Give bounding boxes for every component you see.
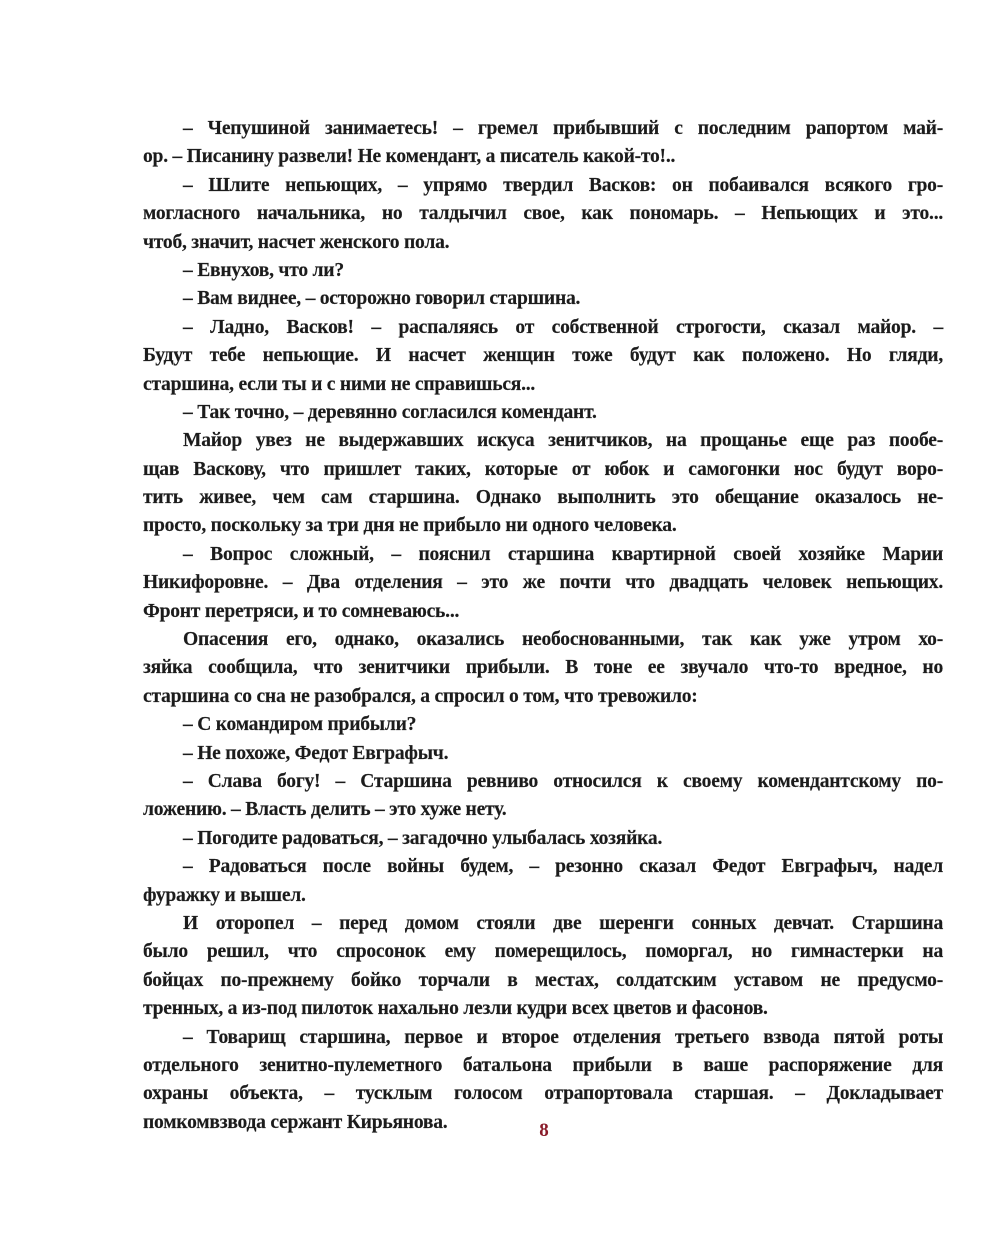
paragraph-first-line: – Так точно, – деревянно согласился комендант. — [183, 401, 597, 423]
text-line: бойцах по-прежнему бойко торчали в местах, солдатским уставом не предусмо- — [143, 969, 943, 991]
text-line: тренных, а из-под пилоток нахально лезли кудри всех цветов и фасонов. — [143, 998, 768, 1020]
text-line: тить живее, чем сам старшина. Однако выполнить это обещание оказалось не- — [143, 487, 943, 509]
paragraph-first-line: – С командиром прибыли? — [183, 714, 417, 736]
text-line: было решил, что спросонок ему померещилось, поморгал, но гимнастерки на — [143, 941, 943, 963]
text-line: помкомвзвода сержант Кирьянова. — [143, 1111, 448, 1133]
paragraph-first-line: Майор увез не выдержавших искуса зенитчиков, на прощанье еще раз пообе- — [183, 430, 943, 452]
text-line: старшина, если ты и с ними не справишься... — [143, 373, 536, 395]
text-line: ложению. – Власть делить – это хуже нету. — [143, 799, 507, 821]
text-line: Никифоровне. – Два отделения – это же почти что двадцать человек непьющих. — [143, 572, 943, 594]
paragraph-first-line: – Шлите непьющих, – упрямо твердил Васков: он побаивался всякого гро- — [183, 174, 943, 196]
text-line: ор. – Писанину развели! Не комендант, а писатель какой-то!.. — [143, 146, 676, 168]
text-line: зяйка сообщила, что зенитчики прибыли. В тоне ее звучало что-то вредное, но — [143, 657, 943, 679]
paragraph-first-line: – Чепушиной занимаетесь! – гремел прибывший с последним рапортом май- — [183, 118, 943, 139]
paragraph-first-line: – Не похоже, Федот Евграфыч. — [183, 742, 449, 764]
text-line: Фронт перетряси, и то сомневаюсь... — [143, 600, 460, 622]
text-line: охраны объекта, – тусклым голосом отрапортовала старшая. – Докладывает — [143, 1083, 943, 1105]
paragraph-first-line: – Товарищ старшина, первое и второе отделения третьего взвода пятой роты — [183, 1026, 943, 1048]
paragraph-first-line: И оторопел – перед домом стояли две шеренги сонных девчат. Старшина — [183, 912, 943, 934]
text-line: могласного начальника, но талдычил свое, как пономарь. – Непьющих и это... — [143, 203, 943, 225]
text-line: чтоб, значит, насчет женского пола. — [143, 231, 450, 253]
text-line: отдельного зенитно-пулеметного батальона прибыли в ваше распоряжение для — [143, 1054, 943, 1076]
paragraph-first-line: – Погодите радоваться, – загадочно улыбалась хозяйка. — [183, 827, 663, 849]
paragraph-first-line: – Вопрос сложный, – пояснил старшина квартирной своей хозяйке Марии — [183, 543, 943, 565]
text-line: просто, поскольку за три дня не прибыло ни одного человека. — [143, 515, 677, 537]
text-line: щав Васкову, что пришлет таких, которые от юбок и самогонки нос будут воро- — [143, 458, 943, 480]
text-line: Будут тебе непьющие. И насчет женщин тоже будут как положено. Но гляди, — [143, 345, 943, 367]
paragraph-first-line: – Радоваться после войны будем, – резонно сказал Федот Евграфыч, надел — [183, 856, 943, 878]
text-line: старшина со сна не разобрался, а спросил о том, что тревожило: — [143, 685, 698, 707]
paragraph-first-line: – Слава богу! – Старшина ревниво относился к своему комендантскому по- — [183, 770, 943, 792]
paragraph-first-line: – Вам виднее, – осторожно говорил старшина. — [183, 288, 581, 310]
text-line: фуражку и вышел. — [143, 884, 306, 906]
paragraph-first-line: – Ладно, Васков! – распаляясь от собственной строгости, сказал майор. – — [183, 316, 943, 338]
paragraph-first-line: Опасения его, однако, оказались необоснованными, так как уже утром хо- — [183, 629, 943, 651]
book-page-text — [143, 115, 943, 1137]
paragraph-first-line: – Евнухов, что ли? — [183, 259, 344, 281]
page-number: 8 — [539, 1120, 549, 1141]
